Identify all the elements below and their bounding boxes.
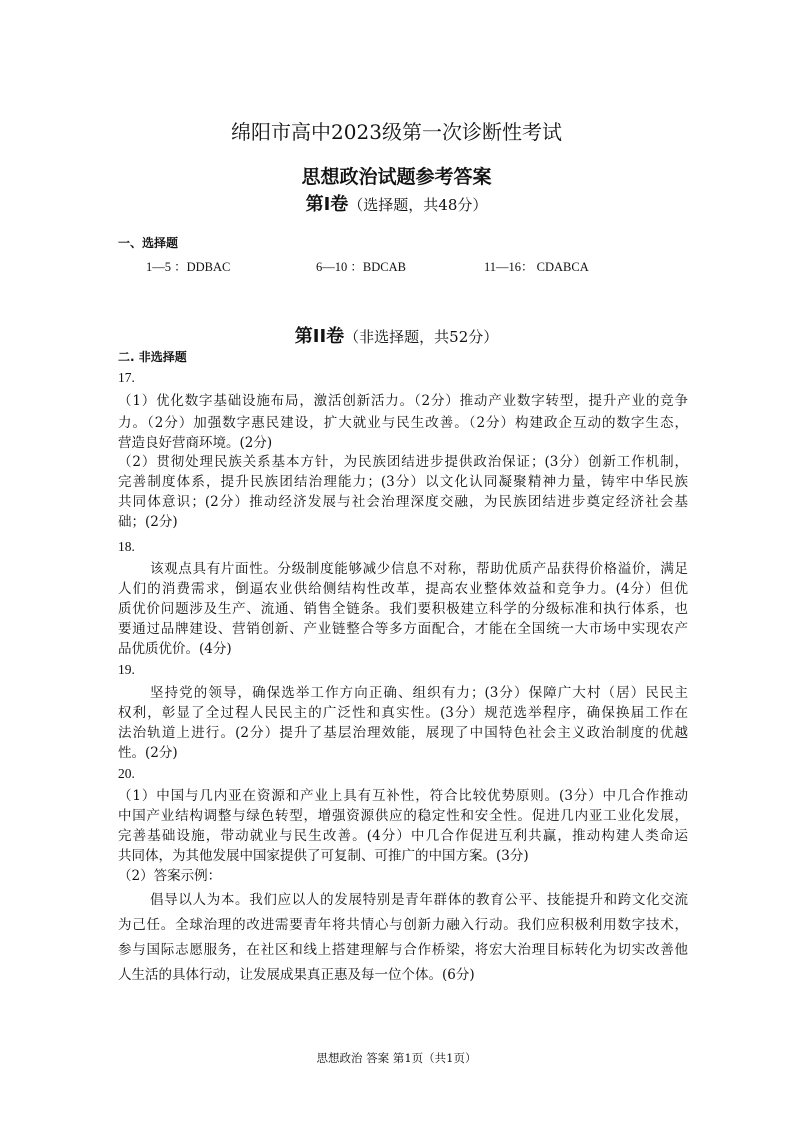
q17-answer-line: 营造良好营商环境。(2分): [118, 435, 273, 451]
q17-number: 17.: [118, 370, 135, 385]
document-title: 绵阳市高中2023级第一次诊断性考试: [231, 120, 562, 144]
q20-answer-line: （1）中国与几内亚在资源和产业上具有互补性，符合比较优势原则。(3分）中几合作推动: [118, 788, 688, 804]
q17-answer-line: 完善制度体系，提升民族团结治理能力；(3分）以文化认同凝聚精神力量，铸牢中华民族: [118, 474, 688, 490]
page-footer: 思想政治 答案 第1页（共1页）: [316, 1051, 477, 1065]
q19-answer-line: 坚持党的领导，确保选举工作方向正确、组织有力；(3分）保障广大村（居）民民主: [150, 685, 688, 701]
volume-2-heading: [0, 322, 793, 348]
volume-1-note: （选择题，共48分）: [348, 196, 488, 214]
q18-answer-line: 品优质优价。(4分): [118, 641, 232, 657]
q17-answer-line: （1）优化数字基础设施布局，激活创新活力。（2分）推动产业数字转型，提升产业的竞争: [118, 393, 688, 409]
volume-2-label: 第II卷: [294, 326, 345, 347]
q18-answer-line: 要通过品牌建设、营销创新、产业链整合等多方面配合，才能在全国统一大市场中实现农产: [118, 621, 688, 637]
q19-answer-line: 性。(2分): [118, 745, 178, 761]
q20-answer-line: 倡导以人为本。我们应以人的发展特别是青年群体的教育公平、技能提升和跨文化交流: [150, 892, 688, 908]
q20-answer-line: 人生活的具体行动，让发展成果真正惠及每一位个体。(6分): [118, 967, 475, 983]
q17-answer-line: 共同体意识；(2分）推动经济发展与社会治理深度交融，为民族团结进步奠定经济社会基: [118, 494, 688, 510]
q19-answer-line: 法治轨道上进行。(2分）提升了基层治理效能，展现了中国特色社会主义政治制度的优越: [118, 725, 688, 741]
q18-number: 18.: [118, 539, 135, 554]
part-1-heading: 一、选择题: [118, 236, 179, 250]
volume-1-heading: [0, 190, 793, 216]
q17-answer-line: 础；(2分): [118, 514, 178, 530]
q20-answer-line: 参与国际志愿服务，在社区和线上搭建理解与合作桥梁，将宏大治理目标转化为切实改善他: [118, 942, 688, 958]
q18-answer-line: 该观点具有片面性。分级制度能够减少信息不对称，帮助优质产品获得价格溢价，满足: [150, 561, 688, 577]
q20-answer-line: 共同体，为其他发展中国家提供了可复制、可推广的中国方案。(3分): [118, 848, 529, 864]
q20-answer-line: （2）答案示例：: [118, 868, 222, 884]
q20-answer-line: 中国产业结构调整与绿色转型，增强资源供应的稳定性和安全性。促进几内亚工业化发展，: [118, 808, 688, 824]
q18-answer-line: 人们的消费需求，倒逼农业供给侧结构性改革，提高农业整体效益和竞争力。(4分）但优: [118, 581, 688, 597]
volume-1-label: 第I卷: [305, 194, 349, 215]
volume-2-note: （非选择题，共52分）: [344, 328, 499, 346]
q17-answer-line: （2）贯彻处理民族关系基本方针，为民族团结进步提供政治保证；(3分）创新工作机制，: [118, 454, 688, 470]
answer-group-2: 6—10 ：BDCAB: [316, 260, 406, 274]
answer-group-1: 1—5 ：DDBAC: [146, 260, 231, 274]
q20-answer-line: 为己任。全球治理的改进需要青年将共情心与创新力融入行动。我们应积极利用数字技术，: [118, 917, 688, 933]
q19-answer-line: 权利，彰显了全过程人民民主的广泛性和真实性。(3分）规范选举程序，确保换届工作在: [118, 705, 688, 721]
q19-number: 19.: [118, 662, 135, 677]
q18-answer-line: 质优价问题涉及生产、流通、销售全链条。我们要积极建立科学的分级标准和执行体系，也: [118, 601, 688, 617]
q20-number: 20.: [118, 766, 135, 781]
q20-answer-line: 完善基础设施，带动就业与民生改善。(4分）中几合作促进互利共赢，推动构建人类命运: [118, 828, 688, 844]
q17-answer-line: 力。（2分）加强数字惠民建设，扩大就业与民生改善。（2分）构建政企互动的数字生态，: [118, 415, 688, 431]
part-2-heading: 二. 非选择题: [118, 350, 187, 364]
answer-group-3: 11—16： CDABCA: [484, 260, 589, 274]
document-subtitle: 思想政治试题参考答案: [301, 166, 492, 188]
